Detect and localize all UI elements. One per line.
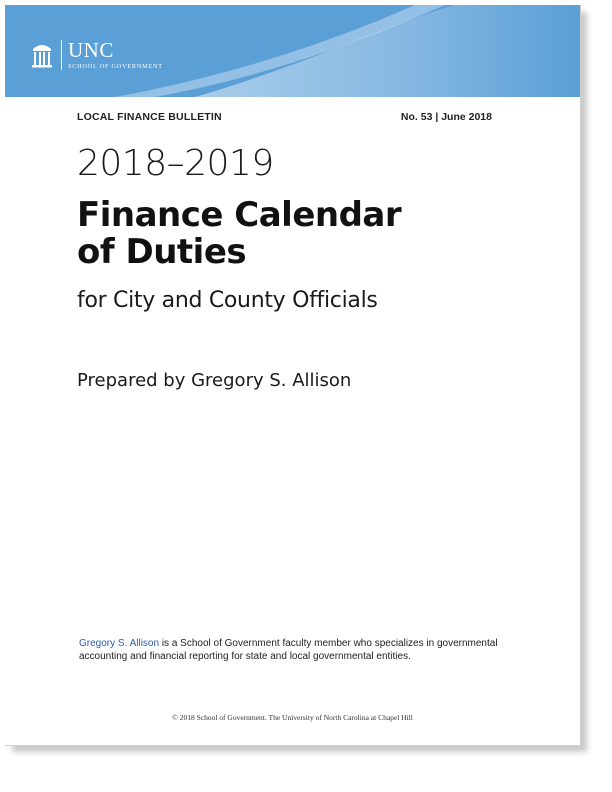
old-well-icon (31, 40, 53, 70)
author-name-link[interactable]: Gregory S. Allison (79, 638, 160, 649)
author-bio (79, 637, 519, 663)
issue-label: No. 53 | June 2018 (400, 111, 492, 123)
page-title (77, 197, 401, 271)
logo-divider (61, 40, 62, 70)
subtitle: for City and County Officials (77, 288, 378, 313)
logo-wordmark (68, 37, 163, 70)
title-line-2: of Duties (77, 232, 247, 272)
logo-unc: UNC (68, 37, 114, 62)
unc-logo (31, 35, 163, 75)
logo-school: SCHOOL OF GOVERNMENT (68, 62, 163, 70)
copyright-notice: © 2018 School of Government. The University of North Carolina at Chapel Hill (172, 713, 413, 722)
year-heading: 2018–2019 (77, 143, 274, 184)
header-banner (5, 5, 580, 97)
title-line-1: Finance Calendar (77, 195, 402, 235)
author-line: Prepared by Gregory S. Allison (77, 370, 352, 391)
series-label: LOCAL FINANCE BULLETIN (77, 111, 222, 123)
bio-text: is a School of Government faculty member who specializes in governmental accounting and financial reporting for state and local governmental entities. (79, 638, 498, 662)
cover-page (5, 5, 581, 746)
